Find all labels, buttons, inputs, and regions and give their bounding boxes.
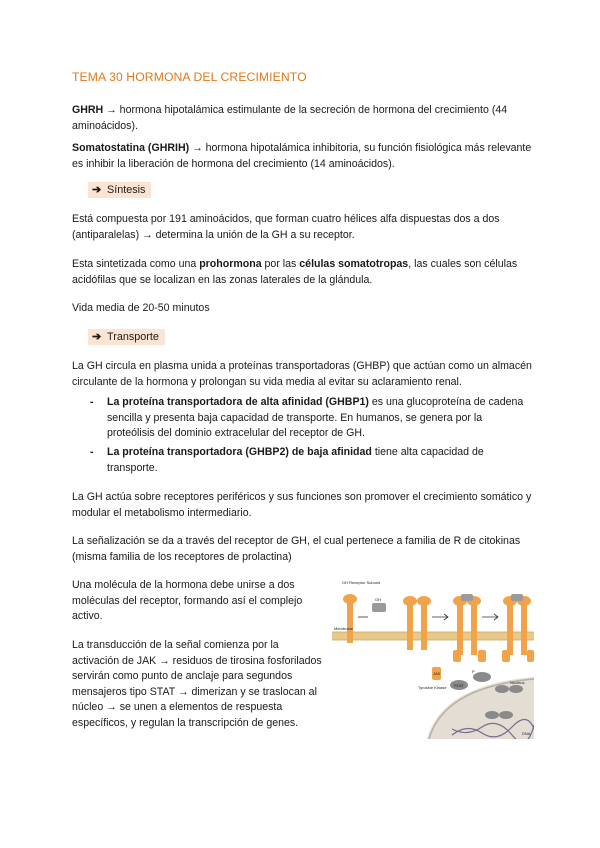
somatostatina-term: Somatostatina (GHRIH) bbox=[72, 142, 190, 154]
sintesis-p1: Está compuesta por 191 aminoácidos, que forman cuatro hélices alfa dispuestas dos a dos (antiparalelas) → determina la unión de la GH a su receptor. bbox=[72, 213, 500, 241]
section-sintesis bbox=[88, 182, 151, 198]
ghrh-paragraph bbox=[72, 103, 534, 134]
label-gh: GH bbox=[375, 597, 381, 602]
sintesis-p2-e: , las cuales son células acidófilas que se localizan en las zonas laterales de la glándula. bbox=[72, 258, 518, 286]
transporte-p1: La GH circula en plasma unida a proteínas transportadoras (GHBP) que actúan como un almacén circulante de la hormona y prolongan su vida media al evitar su aclaramiento renal. bbox=[72, 360, 532, 388]
sintesis-p2-a: Esta sintetizada como una bbox=[72, 258, 200, 270]
jak-kinase bbox=[453, 650, 461, 662]
cell-membrane bbox=[332, 632, 534, 640]
bullet-rest: tiene alta capacidad de transporte. bbox=[107, 446, 484, 474]
jak-kinase bbox=[527, 650, 534, 662]
stat-dimer bbox=[499, 711, 513, 719]
arrow-right-icon bbox=[482, 614, 498, 620]
bullet-dash: - bbox=[90, 396, 94, 408]
stat-molecule bbox=[509, 685, 523, 693]
ghrh-text: → hormona hipotalámica estimulante de la secreción de hormona del crecimiento (44 aminoácidos). bbox=[72, 104, 508, 132]
gh-hormone bbox=[372, 603, 386, 612]
receptor-dimer-4 bbox=[503, 594, 531, 655]
arrow-right-icon bbox=[432, 614, 448, 620]
transporte-p2: La GH actúa sobre receptores periféricos y sus funciones son promover el crecimiento somático y modular el metabolismo intermediario. bbox=[72, 491, 532, 519]
celulas-term: células somatotropas bbox=[299, 258, 409, 270]
section-transporte bbox=[88, 329, 165, 345]
stat-dimer bbox=[485, 711, 499, 719]
label-stat: STAT bbox=[454, 683, 464, 688]
bullet-text bbox=[107, 395, 527, 442]
gh-receptor-diagram bbox=[332, 577, 534, 739]
stat-molecule bbox=[495, 685, 509, 693]
signaling-diagram-svg bbox=[332, 577, 534, 739]
label-nucleus: Nucleus bbox=[510, 680, 525, 685]
sintesis-heading: Síntesis bbox=[107, 184, 146, 196]
sintesis-p2-c: por las bbox=[261, 258, 300, 270]
prohormona-term: prohormona bbox=[199, 258, 262, 270]
arrow-icon: ➔ bbox=[92, 331, 102, 343]
bullet-text bbox=[107, 445, 527, 476]
jak-kinase bbox=[502, 650, 510, 662]
somatostatina-text: → hormona hipotalámica inhibitoria, su función fisiológica más relevante es inhibir la liberación de hormona del crecimiento (14 aminoácidos). bbox=[72, 142, 532, 170]
bullet-dash: - bbox=[90, 446, 94, 458]
bullet-rest: es una glucoproteína de cadena sencilla y presenta baja capacidad de transporte. En humanos, se genera por la proteólisis del dominio extracelular del receptor de GH. bbox=[107, 396, 524, 439]
label-jak: JAK bbox=[433, 671, 441, 676]
sintesis-p2 bbox=[72, 257, 534, 288]
receptor-dimer-3 bbox=[453, 594, 481, 655]
stat-molecule bbox=[473, 672, 491, 682]
sintesis-p3: Vida media de 20-50 minutos bbox=[72, 302, 210, 314]
receptor-dimer-2 bbox=[403, 596, 431, 650]
transporte-p3: La señalización se da a través del receptor de GH, el cual pertenece a familia de R de citokinas (misma familia de los receptores de prolactina) bbox=[72, 535, 521, 563]
bullet-bold: La proteína transportadora (GHBP2) de baja afinidad bbox=[107, 446, 372, 458]
somatostatina-paragraph bbox=[72, 141, 534, 172]
arrow-icon: ➔ bbox=[92, 184, 102, 196]
ghrh-term: GHRH bbox=[72, 104, 104, 116]
label-kinase: Tyrosine Kinase bbox=[418, 685, 447, 690]
label-membrane: Membrane bbox=[334, 626, 354, 631]
page-title: TEMA 30 HORMONA DEL CRECIMIENTO bbox=[72, 70, 307, 84]
label-p: P bbox=[472, 669, 475, 674]
bullet-bold: La proteína transportadora de alta afinidad (GHBP1) bbox=[107, 396, 369, 408]
label-dna: DNA bbox=[522, 731, 531, 736]
transporte-heading: Transporte bbox=[107, 331, 159, 343]
transporte-p5: La transducción de la señal comienza por la activación de JAK → residuos de tirosina fosforilados servirán como punto de anclaje para segundos mensajeros tipo STAT → dimerizan y se traslocan al núcleo → se unen a elementos de respuesta específicos, y regulan la transcripción de genes. bbox=[72, 639, 322, 729]
transporte-p4: Una molécula de la hormona debe unirse a dos moléculas del receptor, formando así el complejo activo. bbox=[72, 579, 303, 622]
label-gh-receptor: GH Receptor Subunit bbox=[342, 580, 381, 585]
jak-kinase bbox=[478, 650, 486, 662]
